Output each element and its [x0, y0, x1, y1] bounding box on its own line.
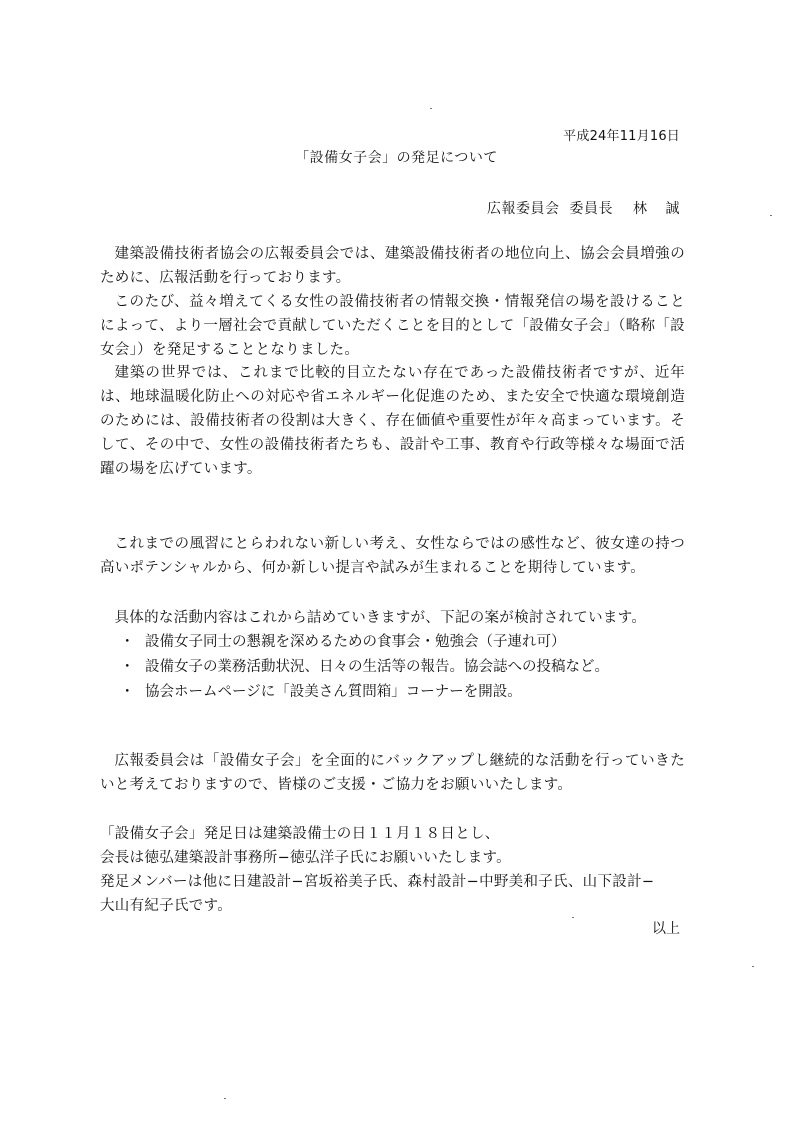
document-date: 平成24年11月16日: [563, 129, 680, 144]
scan-speck: [770, 215, 772, 216]
paragraph-text: 建築の世界では、これまで比較的目立たない存在であった設備技術者ですが、近年は、地球温暖化防止への対応や省エネルギー化促進のため、また安全で快適な環境創造のためには、設備技術者の役割は大きく、存在価値や重要性が年々高まっています。そして、その中で、女性の設備技術者たちも、設計や工事、教育や行政等様々な場面で活躍の場を広げています。: [100, 365, 685, 477]
bullet-mark: ・: [120, 634, 135, 650]
paragraph-text: これまでの風習にとらわれない新しい考え、女性ならではの感性など、彼女達の持つ高いポテンシャルから、何か新しい提言や試みが生まれることを期待しています。: [100, 536, 685, 576]
author-role: 委員長: [569, 201, 613, 217]
list-item-text: 設備女子の業務活動状況、日々の生活等の報告。協会誌への投稿など。: [145, 659, 609, 675]
paragraph-text: このたび、益々増えてくる女性の設備技術者の情報交換・情報発信の場を設けることによって、より一層社会で貢献していただくことを目的として「設備女子会」（略称「設女会」）を発足することとなりました。: [100, 294, 685, 358]
closing-line: 「設備女子会」発足日は建築設備士の日１１月１８日とし、: [100, 826, 500, 842]
closing-details: [100, 822, 685, 918]
paragraph-purpose: [100, 290, 685, 362]
author-surname: 林: [633, 201, 648, 217]
paragraph-text: 広報委員会は「設備女子会」を全面的にバックアップし継続的な活動を行っていきたいと考えておりますので、皆様のご支援・ご協力をお願いいたします。: [100, 753, 685, 793]
list-item-text: 協会ホームページに「設美さん質問箱」コーナーを開設。: [145, 684, 522, 700]
paragraph-activities-intro: [100, 606, 685, 630]
scan-speck: [224, 1098, 226, 1099]
document-title: 「設備女子会」の発足について: [295, 150, 498, 166]
bullet-mark: ・: [120, 659, 135, 675]
ending-mark: 以上: [652, 921, 680, 937]
scan-speck: [430, 108, 432, 109]
paragraph-text: 具体的な活動内容はこれから詰めていきますが、下記の案が検討されています。: [114, 610, 647, 626]
paragraph-background: [100, 361, 685, 481]
author-committee: 広報委員会: [487, 201, 560, 217]
author-line: [487, 198, 680, 218]
paragraph-expectation: [100, 532, 685, 580]
scan-speck: [752, 966, 754, 967]
closing-line: 発足メンバーは他に日建設計−宮坂裕美子氏、森村設計−中野美和子氏、山下設計−: [100, 874, 655, 890]
paragraph-introduction: [100, 242, 685, 290]
list-item-text: 設備女子同士の懇親を深めるための食事会・勉強会（子連れ可）: [145, 634, 566, 650]
closing-line: 大山有紀子氏です。: [100, 898, 233, 914]
closing-line: 会長は徳弘建築設計事務所−徳弘洋子氏にお願いいたします。: [100, 850, 511, 866]
list-item: [100, 680, 685, 705]
list-item: [100, 655, 685, 680]
scan-speck: [572, 917, 574, 918]
paragraph-text: 建築設備技術者協会の広報委員会では、建築設備技術者の地位向上、協会会員増強のために、広報活動を行っております。: [100, 246, 685, 286]
author-given-name: 誠: [665, 201, 680, 217]
paragraph-support-request: [100, 749, 685, 797]
activity-list: [100, 630, 685, 705]
list-item: [100, 630, 685, 655]
bullet-mark: ・: [120, 684, 135, 700]
